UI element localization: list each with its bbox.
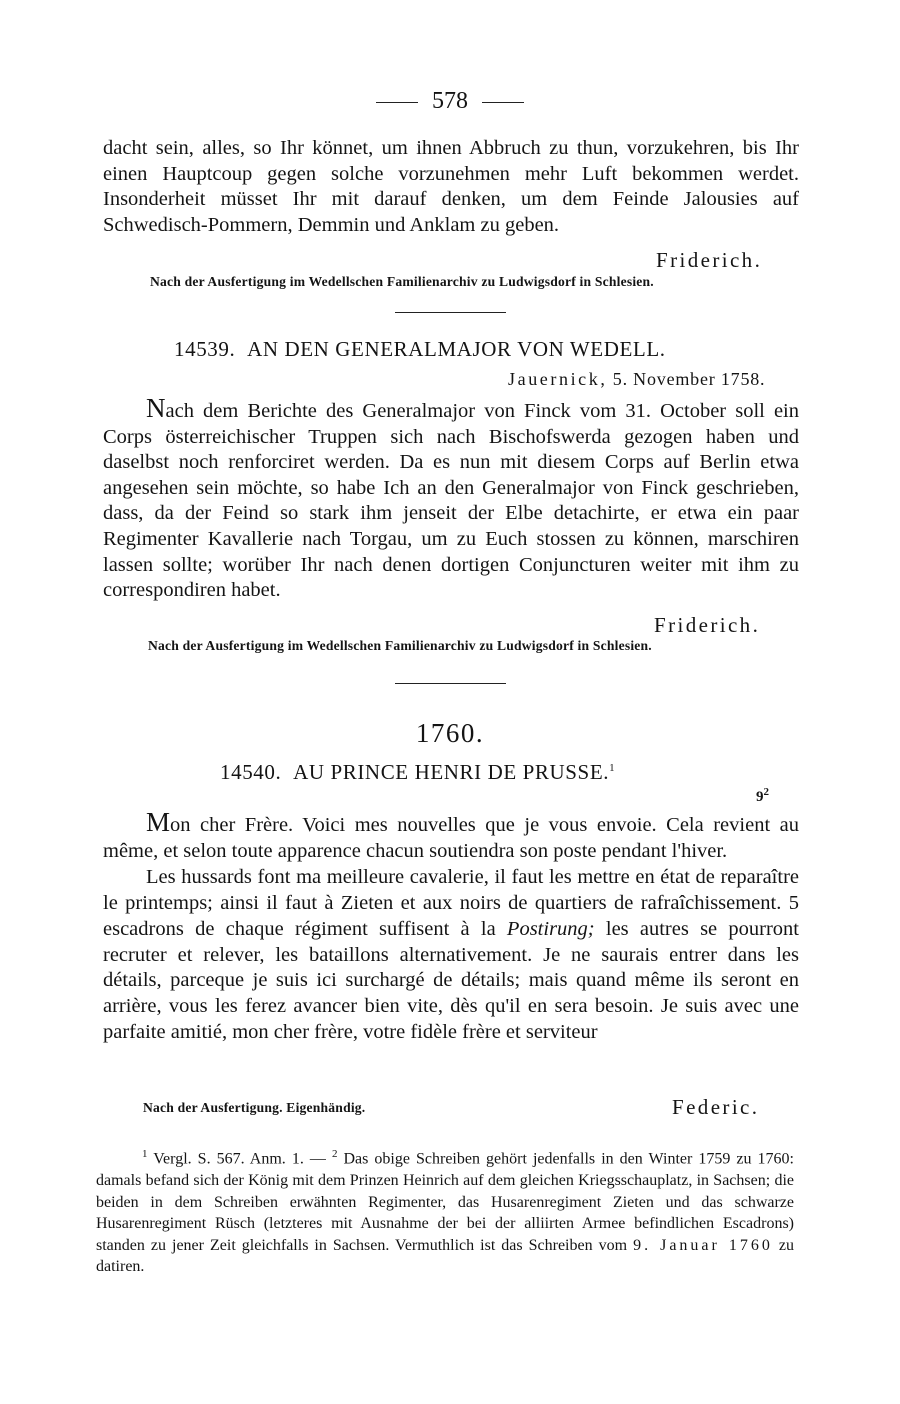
letter-14539-body [103, 393, 799, 604]
letter-14539-recipient: AN DEN GENERALMAJOR VON WEDELL. [247, 337, 666, 361]
page-header [0, 88, 900, 115]
letter-14540-signature: Federic. [672, 1095, 760, 1119]
footnote-2-text: Das obige Schreiben gehört jedenfalls in den Winter 1759 zu 1760: damals befand sich der König mit dem Prinzen Heinrich auf dem gleichen Kriegsschauplatz, in Sachsen; die beiden in dem Schreiben erwähnten Regimenter, das Husarenregiment Zieten und das schwarze Husarenregiment Rüsch (letzteres mit Ausnahme der bei der alliirten Armee befindlichen Escadrons) standen zu jener Zeit gleichfalls in Sachsen. Vermuthlich ist das Schreiben vom [96, 1150, 795, 1254]
letter-14540-date-marker-digit: 9 [756, 789, 764, 805]
section-divider [395, 683, 506, 684]
letter-14540-paragraph-1 [103, 807, 799, 864]
letter-14539-number: 14539. [174, 337, 236, 361]
letter-14540-dropcap: M [146, 807, 171, 837]
letter-14539-date: 5. November 1758. [612, 369, 766, 389]
letter-14540-body [103, 807, 799, 1045]
footnotes [96, 1144, 794, 1278]
letter-14539-place: Jauernick, [508, 369, 608, 389]
footnote-1-text: Vergl. S. 567. Anm. 1. — [153, 1150, 326, 1168]
continuation-source-note: Nach der Ausfertigung im Wedellschen Familienarchiv zu Ludwigsdorf in Schlesien. [150, 274, 654, 289]
letter-14539-text: ach dem Berichte des Generalmajor von Finck vom 31. October soll ein Corps österreichischer Truppen sich nach Bischofswerda gezogen haben und daselbst noch renforciret werden. Da es nun mit diesem Corps auf Berlin etwa angesehen sein möchte, so habe Ich an den Generalmajor von Finck geschrieben, dass, da der Feind so stark ihm jenseit der Elbe detachirte, er etwa ein paar Regimenter Kavallerie nach Torgau, um zu Euch stossen zu können, marschiren lassen sollte; worüber Ihr nach denen dortigen Conjuncturen weiter mit ihm zu correspondiren habet. [103, 400, 799, 602]
footnote-2-marker: 2 [331, 1148, 338, 1160]
continuation-text [103, 136, 799, 238]
continuation-paragraph: dacht sein, alles, so Ihr könnet, um ihnen Abbruch zu thun, vorzukehren, bis Ihr einen Hauptcoup gegen solche vorzunehmen mehr Luft bekommen werdet. Insonderheit müsset Ihr mit darauf denken, um dem Feinde Jalousies auf Schwedisch-Pommern, Demmin und Anklam zu geben. [103, 137, 799, 236]
continuation-signature: Friderich. [656, 248, 763, 272]
footnote-2-date: 9. Januar 1760 [633, 1236, 773, 1254]
header-dash-right [482, 102, 524, 103]
letter-14540-para1: on cher Frère. Voici mes nouvelles que je vous envoie. Cela revient au même, et selon toute apparence chacun soutiendra son poste pendant l'hiver. [103, 814, 799, 862]
letter-14540-para2-after: les autres se pourront recruter et relever, les bataillons alternativement. Je ne saurais entrer dans les détails, parceque je suis ici surchargé de détails; mais quand même ils seront en arrière, vous les ferez avancer bien vite, dès qu'il en sera besoin. Je suis avec une parfaite amitié, mon cher frère, votre fidèle frère et serviteur [103, 917, 799, 1043]
letter-14539-dateline [508, 369, 765, 390]
letter-14540-recipient: AU PRINCE HENRI DE PRUSSE. [293, 760, 610, 784]
footnote-ref-1: 1 [609, 762, 616, 774]
page-number: 578 [432, 88, 468, 114]
letter-14540-source-note: Nach der Ausfertigung. Eigenhändig. [143, 1100, 366, 1115]
letter-14539-signature: Friderich. [654, 613, 761, 637]
header-dash-left [376, 102, 418, 103]
letter-14539-source-note: Nach der Ausfertigung im Wedellschen Familienarchiv zu Ludwigsdorf in Schlesien. [148, 638, 652, 653]
footnote-ref-2: 2 [763, 786, 769, 798]
letter-14539-heading [174, 337, 666, 362]
footnote-2-end: zu datiren. [96, 1236, 795, 1276]
letter-14539-paragraph [103, 393, 799, 604]
letter-14539-dropcap: N [146, 393, 166, 423]
section-divider [395, 312, 506, 313]
footnote-1-marker: 1 [142, 1148, 148, 1160]
letter-14540-date-marker [756, 786, 769, 806]
year-heading: 1760. [415, 718, 485, 748]
letter-14540-heading [220, 760, 615, 785]
letter-14540-para2-before: Les hussards font ma meilleure cavalerie, il faut les mettre en état de reparaître le printemps; ainsi il faut à Zieten et aux noirs de quartiers de rafraîchissement. 5 escadrons de chaque régiment suffisent à la [103, 866, 799, 940]
letter-14540-paragraph-2 [103, 865, 799, 1045]
footnotes-paragraph [96, 1144, 794, 1278]
letter-14540-number: 14540. [220, 760, 282, 784]
letter-14540-para2-italic: Postirung; [506, 917, 595, 940]
